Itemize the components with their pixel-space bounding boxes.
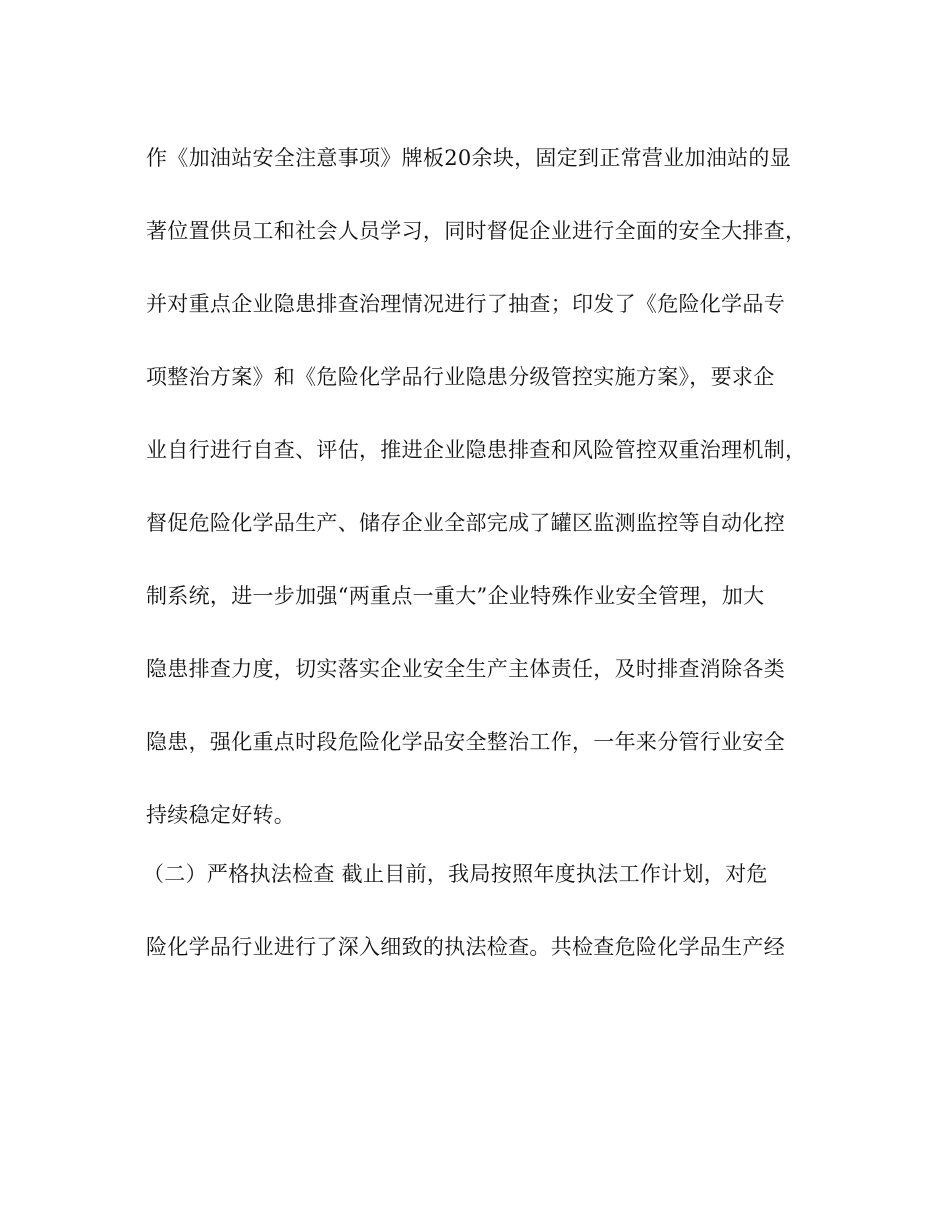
paragraph-line: 并对重点企业隐患排查治理情况进行了抽查；印发了《危险化学品专 bbox=[146, 292, 785, 316]
paragraph-line: 隐患排查力度，切实落实企业安全生产主体责任，及时排查消除各类 bbox=[146, 657, 785, 681]
paragraph-line: 作《加油站安全注意事项》牌板20余块，固定到正常营业加油站的显 bbox=[146, 146, 792, 170]
paragraph-line: 持续稳定好转。 bbox=[146, 803, 296, 827]
paragraph-line: 督促危险化学品生产、储存企业全部完成了罐区监测监控等自动化控 bbox=[146, 511, 785, 535]
paragraph-line: 著位置供员工和社会人员学习，同时督促企业进行全面的安全大排查， bbox=[146, 219, 807, 243]
paragraph-line: 险化学品行业进行了深入细致的执法检查。共检查危险化学品生产经 bbox=[146, 935, 785, 959]
paragraph-line: 制系统，进一步加强“两重点一重大”企业特殊作业安全管理，加大 bbox=[146, 584, 765, 608]
section-heading-line: （二）严格执法检查 截止目前，我局按照年度执法工作计划，对危 bbox=[143, 862, 768, 886]
paragraph-line: 隐患，强化重点时段危险化学品安全整治工作，一年来分管行业安全 bbox=[146, 730, 785, 754]
paragraph-line: 项整治方案》和《危险化学品行业隐患分级管控实施方案》，要求企 bbox=[146, 365, 775, 389]
paragraph-line: 业自行进行自查、评估，推进企业隐患排查和风险管控双重治理机制， bbox=[146, 438, 807, 462]
